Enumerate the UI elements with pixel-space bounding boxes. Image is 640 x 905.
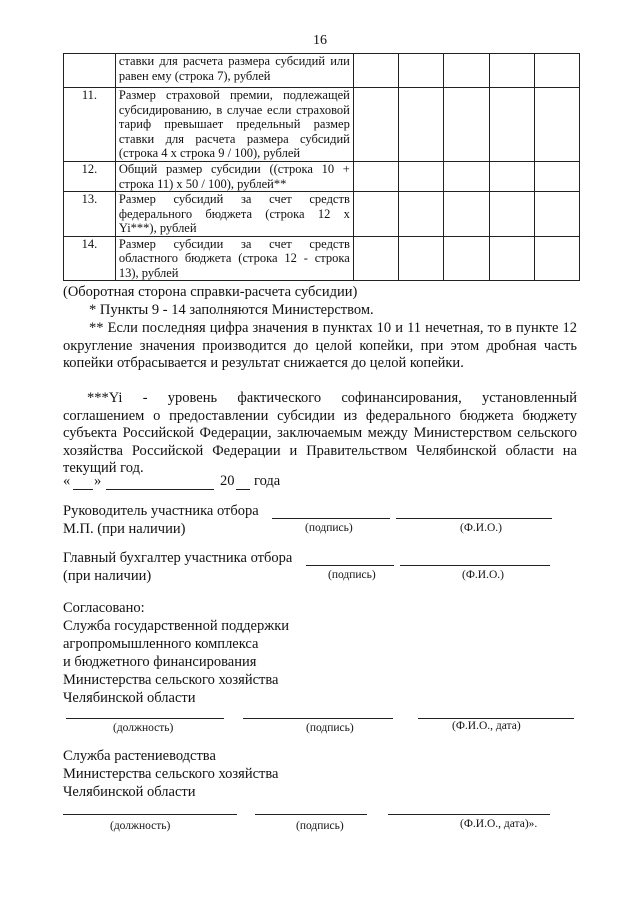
crop-org-line: Челябинской области — [63, 784, 196, 800]
value-cell — [534, 54, 579, 88]
value-cell — [353, 162, 398, 192]
footnote-1: * Пункты 9 - 14 заполняются Министерством. — [89, 302, 374, 318]
value-cell — [399, 88, 444, 162]
agreed-org-line: агропромышленного комплекса — [63, 636, 259, 652]
accountant-title: Главный бухгалтер участника отбора — [63, 550, 293, 566]
crop-position-line — [63, 814, 237, 815]
crop-signature-label: (подпись) — [296, 820, 344, 832]
row-description: Размер страховой премии, подлежащей субсидированию, в случае если страховой тариф превышает предельный размер ставки для расчета размера субсидий (строка 4 х строка 9 / 100), рублей — [115, 88, 353, 162]
table-row — [64, 88, 580, 162]
date-close-quote: » — [94, 473, 102, 489]
value-cell — [444, 88, 489, 162]
agreed-position-line — [66, 718, 224, 719]
value-cell — [353, 192, 398, 237]
date-year-field — [236, 489, 250, 490]
reverse-side-caption: (Оборотная сторона справки-расчета субсидии) — [63, 284, 358, 300]
head-fio-label: (Ф.И.О.) — [460, 522, 502, 534]
crop-org-line: Служба растениеводства — [63, 748, 216, 764]
agreed-signature-line — [243, 718, 393, 719]
value-cell — [444, 192, 489, 237]
value-cell — [353, 236, 398, 281]
row-number — [64, 54, 116, 88]
agreed-fio-date-label: (Ф.И.О., дата) — [452, 720, 521, 732]
agreed-signature-label: (подпись) — [306, 722, 354, 734]
row-description: ставки для расчета размера субсидий или равен ему (строка 7), рублей — [115, 54, 353, 88]
date-year-suffix: года — [254, 473, 281, 489]
accountant-subtitle: (при наличии) — [63, 568, 152, 584]
value-cell — [353, 54, 398, 88]
head-fio-line — [396, 518, 552, 519]
value-cell — [534, 88, 579, 162]
accountant-fio-line — [400, 565, 550, 566]
agreed-org-line: Челябинской области — [63, 690, 196, 706]
row-description: Общий размер субсидии ((строка 10 + строка 11) х 50 / 100), рублей** — [115, 162, 353, 192]
table-row — [64, 162, 580, 192]
value-cell — [534, 192, 579, 237]
value-cell — [489, 88, 534, 162]
value-cell — [444, 236, 489, 281]
value-cell — [353, 88, 398, 162]
row-number: 14. — [64, 236, 116, 281]
value-cell — [534, 162, 579, 192]
subsidy-calculation-table — [63, 53, 580, 281]
value-cell — [489, 162, 534, 192]
date-day-field — [73, 489, 93, 490]
accountant-signature-line — [306, 565, 394, 566]
value-cell — [534, 236, 579, 281]
value-cell — [489, 192, 534, 237]
value-cell — [444, 54, 489, 88]
agreed-title: Согласовано: — [63, 600, 145, 616]
table-row — [64, 54, 580, 88]
head-signature-label: (подпись) — [305, 522, 353, 534]
date-month-field — [106, 489, 214, 490]
table-row — [64, 236, 580, 281]
crop-signature-line — [255, 814, 367, 815]
table-row — [64, 192, 580, 237]
row-number: 11. — [64, 88, 116, 162]
page-number: 16 — [313, 33, 327, 48]
crop-fio-line — [388, 814, 550, 815]
row-description: Размер субсидии за счет средств областного бюджета (строка 12 - строка 13), рублей — [115, 236, 353, 281]
accountant-fio-label: (Ф.И.О.) — [462, 569, 504, 581]
value-cell — [444, 162, 489, 192]
crop-fio-date-label: (Ф.И.О., дата)». — [460, 818, 538, 830]
value-cell — [399, 192, 444, 237]
crop-org-line: Министерства сельского хозяйства — [63, 766, 279, 782]
value-cell — [489, 236, 534, 281]
agreed-position-label: (должность) — [113, 722, 174, 734]
crop-position-label: (должность) — [110, 820, 171, 832]
value-cell — [399, 236, 444, 281]
value-cell — [489, 54, 534, 88]
accountant-signature-label: (подпись) — [328, 569, 376, 581]
agreed-org-line: Служба государственной поддержки — [63, 618, 290, 634]
row-number: 13. — [64, 192, 116, 237]
value-cell — [399, 162, 444, 192]
date-year-prefix: 20 — [220, 473, 235, 489]
agreed-org-line: Министерства сельского хозяйства — [63, 672, 279, 688]
head-stamp-note: М.П. (при наличии) — [63, 521, 186, 537]
row-description: Размер субсидий за счет средств федерального бюджета (строка 12 х Yi***), рублей — [115, 192, 353, 237]
head-title: Руководитель участника отбора — [63, 503, 259, 519]
date-open-quote: « — [63, 473, 71, 489]
row-number: 12. — [64, 162, 116, 192]
value-cell — [399, 54, 444, 88]
footnote-2: ** Если последняя цифра значения в пунктах 10 и 11 нечетная, то в пункте 12 округление значения производится до целой копейки, при этом дробная часть копейки отбрасывается и результат снижается до целой копейки. — [63, 320, 577, 372]
agreed-fio-line — [418, 718, 574, 719]
head-signature-line — [272, 518, 390, 519]
agreed-org-line: и бюджетного финансирования — [63, 654, 257, 670]
footnote-3: ***Yi - уровень фактического софинансирования, установленный соглашением о предоставлении субсидии из федерального бюджета бюджету субъекта Российской Федерации, заключаемым между Министерством сельского хозяйства Российской Федерации и Правительством Челябинской области на текущий год. — [63, 390, 577, 477]
